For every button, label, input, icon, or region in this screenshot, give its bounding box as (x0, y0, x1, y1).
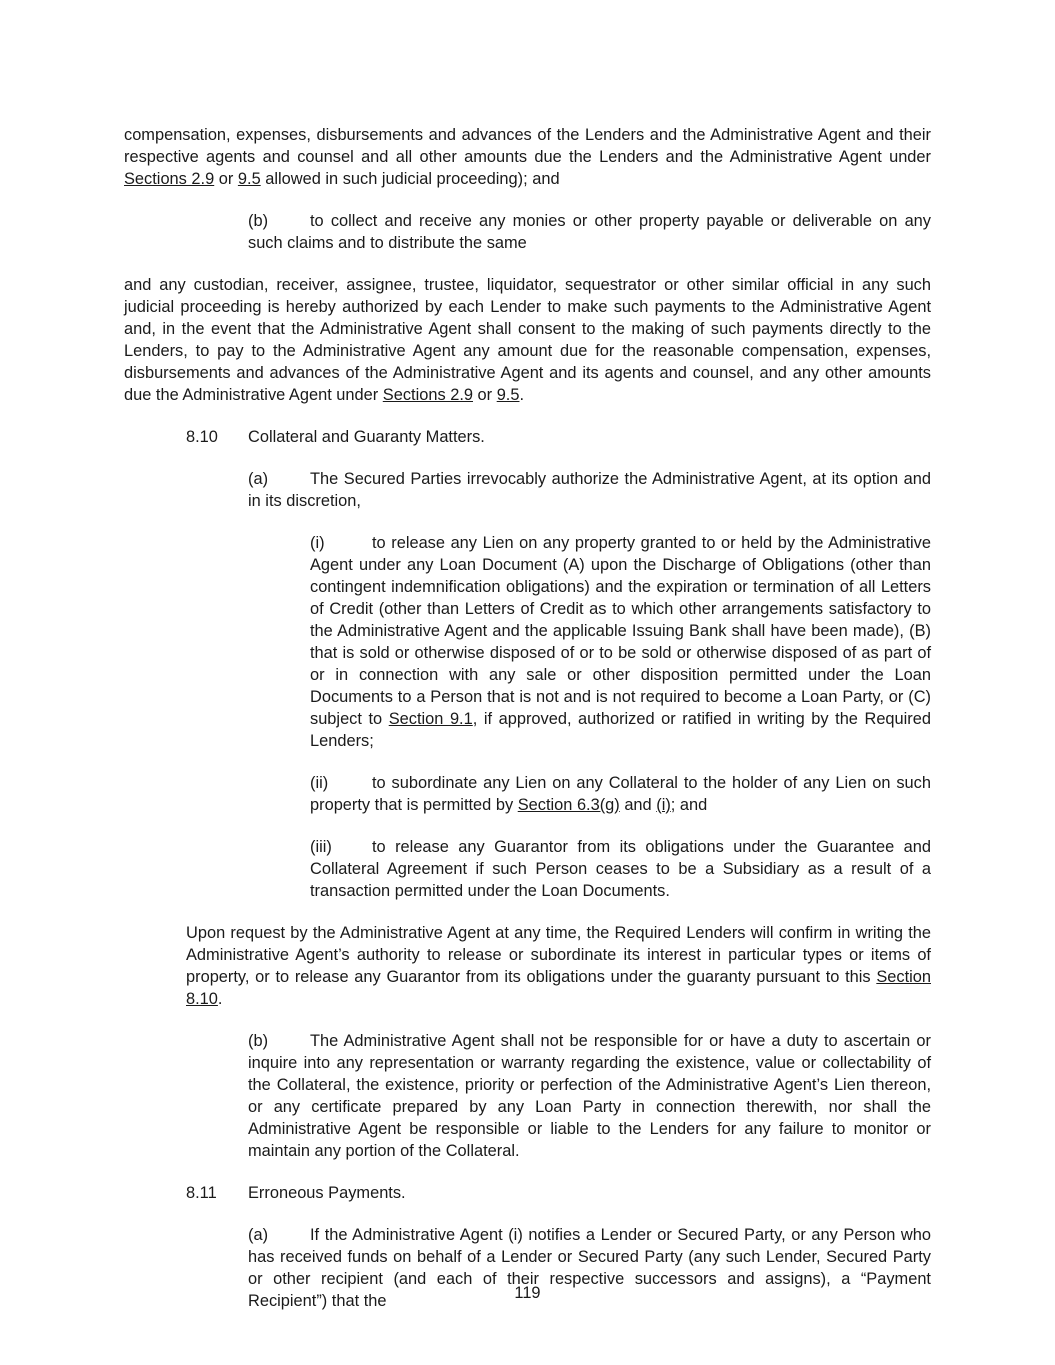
section-heading-8-11 (124, 1182, 931, 1204)
section-number: 8.10 (186, 428, 218, 446)
paragraph-release-guarantor (124, 836, 931, 902)
paragraph-text: The Administrative Agent shall not be responsible for or have a duty to ascertain or inquire into any representation or warranty regarding the existence, value or collectability of the Collateral, the existence, priority or perfection of the Administrative Agent’s Lien thereon, or any certificate prepared by any Loan Party in connection therewith, nor shall the Administrative Agent be responsible or liable to the Lenders for any failure to monitor or maintain any portion of the Collateral. (248, 1032, 931, 1160)
section-reference-9-5: 9.5 (237, 170, 261, 188)
section-title: Collateral and Guaranty Matters. (248, 428, 485, 446)
paragraph-custodian (124, 274, 931, 406)
paragraph-text: to release any Guarantor from its obligations under the Guarantee and Collateral Agreement if such Person ceases to be a Subsidiary as a result of a transaction permitted under the Loan Documents. (310, 838, 931, 900)
clause-marker: (b) (248, 1032, 269, 1050)
clause-marker: (ii) (310, 774, 329, 792)
paragraph-text: allowed in such judicial proceeding); and (260, 170, 560, 188)
paragraph-text: , if approved, authorized or ratified in writing by the Required Lenders; (310, 710, 931, 750)
section-reference-9-5: 9.5 (496, 386, 520, 404)
paragraph-text: or (214, 170, 238, 188)
paragraph-text: Upon request by the Administrative Agent at any time, the Required Lenders will confirm in writing the Administrative Agent’s authority to release or subordinate its interest in particular types or items of property, or to release any Guarantor from its obligations under the guaranty pursuant to this (186, 924, 931, 986)
section-reference-6-3-g: Section 6.3(g) (517, 796, 620, 814)
clause-marker: (i) (310, 534, 325, 552)
paragraph-collect-receive (124, 210, 931, 254)
paragraph-text: If the Administrative Agent (i) notifies a Lender or Secured Party, or any Person who has received funds on behalf of a Lender or Secured Party (any such Lender, Secured Party or other recipient (and each of their respective successors and assigns), a “Payment Recipient”) that the (248, 1226, 931, 1310)
clause-marker: (b) (248, 212, 269, 230)
section-reference-2-9: Sections 2.9 (124, 170, 215, 188)
section-reference-i: (i) (656, 796, 671, 814)
page-body (124, 124, 931, 1312)
section-heading-8-10 (124, 426, 931, 448)
clause-marker: (a) (248, 470, 269, 488)
paragraph-text: ; and (670, 796, 708, 814)
paragraph-text: . (519, 386, 525, 404)
paragraph-release-lien (124, 532, 931, 752)
paragraph-not-responsible (124, 1030, 931, 1162)
clause-marker: (a) (248, 1226, 269, 1244)
paragraph-text: to subordinate any Lien on any Collateral to the holder of any Lien on such property that is permitted by (310, 774, 931, 814)
paragraph-text: . (217, 990, 223, 1008)
paragraph-upon-request (124, 922, 931, 1010)
section-reference-8-10: Section 8.10 (186, 968, 931, 1008)
section-title: Erroneous Payments. (248, 1184, 406, 1202)
section-reference-2-9: Sections 2.9 (382, 386, 473, 404)
clause-marker: (iii) (310, 838, 332, 856)
paragraph-text: to release any Lien on any property granted to or held by the Administrative Agent under any Loan Document (A) upon the Discharge of Obligations (other than contingent indemnification obligations) and the expiration or termination of all Letters of Credit (other than Letters of Credit as to which other arrangements satisfactory to the Administrative Agent and the applicable Issuing Bank shall have been made), (B) that is sold or otherwise disposed of or to be sold or otherwise disposed of as part of or in connection with any sale or other disposition permitted under the Loan Documents to a Person that is not and is not required to become a Loan Party, or (C) subject to (310, 534, 931, 728)
paragraph-text: and (619, 796, 657, 814)
paragraph-subordinate-lien (124, 772, 931, 816)
section-number: 8.11 (186, 1184, 217, 1202)
paragraph-text: and any custodian, receiver, assignee, trustee, liquidator, sequestrator or other similar official in any such judicial proceeding is hereby authorized by each Lender to make such payments to the Administrative Agent and, in the event that the Administrative Agent shall consent to the making of such payments directly to the Lenders, to pay to the Administrative Agent any amount due for the reasonable compensation, expenses, disbursements and advances of the Administrative Agent and its agents and counsel, and any other amounts due the Administrative Agent under (124, 276, 931, 404)
paragraph-text: or (473, 386, 497, 404)
paragraph-text: The Secured Parties irrevocably authorize the Administrative Agent, at its option and in its discretion, (248, 470, 931, 510)
paragraph-secured-parties (124, 468, 931, 512)
section-reference-9-1: Section 9.1 (388, 710, 473, 728)
paragraph-text: to collect and receive any monies or other property payable or deliverable on any such claims and to distribute the same (248, 212, 931, 252)
paragraph-compensation (124, 124, 931, 190)
paragraph-text: compensation, expenses, disbursements and advances of the Lenders and the Administrative Agent and their respective agents and counsel and all other amounts due the Lenders and the Administrative Agent under (124, 126, 931, 166)
page-number: 119 (514, 1284, 541, 1302)
